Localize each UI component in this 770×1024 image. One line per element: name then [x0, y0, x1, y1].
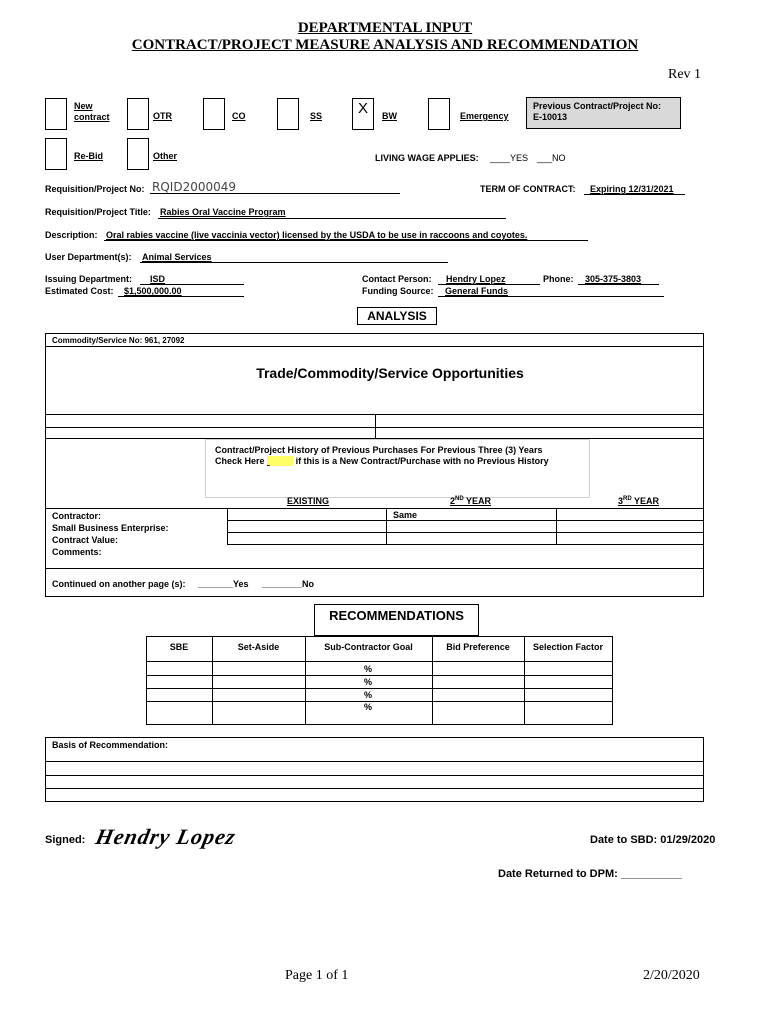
history-line1: Contract/Project History of Previous Purchases For Previous Three (3) Years: [215, 445, 543, 455]
sbe-row-top: [227, 520, 703, 521]
term-underline: [584, 194, 685, 195]
funding-source-label: Funding Source:: [362, 286, 434, 296]
recommendations-heading: RECOMMENDATIONS: [314, 604, 479, 636]
bw-label: BW: [382, 111, 397, 121]
date-returned: Date Returned to DPM: __________: [498, 868, 683, 880]
funding-source-underline: [438, 296, 664, 297]
comments-row-top: [227, 544, 703, 545]
footer-date: 2/20/2020: [643, 968, 700, 983]
revision-label: Rev 1: [668, 67, 702, 82]
estimated-cost-underline: [118, 296, 244, 297]
term-label: TERM OF CONTRACT:: [480, 184, 576, 194]
col-set-aside: Set-Aside: [237, 642, 280, 652]
rec-row-4: [146, 701, 612, 702]
percent-cell[interactable]: %: [364, 677, 373, 687]
opportunities-divider: [45, 414, 703, 415]
rebid-checkbox[interactable]: [45, 138, 67, 170]
continued-no[interactable]: ________No: [262, 579, 315, 589]
opportunities-heading: Trade/Commodity/Service Opportunities: [256, 365, 524, 381]
living-wage-no[interactable]: ___NO: [537, 153, 566, 163]
col-sbe: SBE: [169, 642, 189, 652]
percent-cell[interactable]: %: [364, 702, 373, 712]
third-col-left: [556, 508, 557, 544]
sbe-label: Small Business Enterprise:: [52, 523, 169, 533]
project-title-value[interactable]: Rabies Oral Vaccine Program: [160, 207, 286, 217]
rebid-label: Re-Bid: [74, 151, 103, 161]
percent-cell[interactable]: %: [364, 664, 373, 674]
commodity-row-divider: [45, 346, 703, 347]
blank-row-divider-1: [45, 427, 703, 428]
contact-person-value[interactable]: Hendry Lopez: [446, 274, 506, 284]
other-checkbox[interactable]: [127, 138, 149, 170]
description-label: Description:: [45, 230, 98, 240]
previous-contract-value: E-10013: [533, 112, 568, 122]
issuing-department-value[interactable]: ISD: [150, 274, 166, 284]
basis-row-2: [45, 775, 703, 776]
user-department-value[interactable]: Animal Services: [142, 252, 212, 262]
phone-underline: [578, 284, 659, 285]
history-line2: Check Here if this is a New Contract/Purchase with no Previous History: [215, 456, 549, 466]
user-department-underline: [140, 262, 448, 263]
bw-check-mark: X: [358, 100, 369, 117]
continued-label: Continued on another page (s):: [52, 579, 186, 589]
col-selection-factor: Selection Factor: [532, 642, 604, 652]
history-row-labels: [52, 510, 169, 558]
comments-label: Comments:: [52, 547, 102, 557]
requisition-no-value[interactable]: RQID2000049: [152, 180, 237, 194]
contact-person-underline: [438, 284, 540, 285]
page-number: Page 1 of 1: [285, 968, 349, 983]
funding-source-value[interactable]: General Funds: [445, 286, 509, 296]
analysis-heading: ANALYSIS: [357, 307, 437, 325]
signature-image: Hendry Lopez: [93, 824, 239, 849]
term-value[interactable]: Expiring 12/31/2021: [590, 184, 674, 194]
living-wage-label: LIVING WAGE APPLIES:: [375, 153, 479, 163]
contact-person-label: Contact Person:: [362, 274, 432, 284]
value-row-top: [227, 532, 703, 533]
rec-row-2: [146, 675, 612, 676]
signed-label: Signed:: [45, 834, 86, 846]
co-label: CO: [232, 111, 246, 121]
form-title-line2: CONTRACT/PROJECT MEASURE ANALYSIS AND RECOMMENDATION: [131, 37, 639, 53]
second-year-header: 2ND YEAR: [450, 496, 492, 506]
previous-contract-box: [526, 97, 681, 129]
contractor-row-top: [45, 508, 703, 509]
col-sub-contractor-goal: Sub-Contractor Goal: [324, 642, 413, 652]
blank-row-vertical: [375, 414, 376, 438]
previous-contract-label: Previous Contract/Project No:: [533, 101, 662, 111]
third-year-header: 3RD YEAR: [618, 496, 660, 506]
history-check-field[interactable]: [267, 456, 293, 466]
basis-label: Basis of Recommendation:: [52, 740, 169, 750]
user-department-label: User Department(s):: [45, 252, 132, 262]
new-contract-checkbox[interactable]: [45, 98, 67, 130]
continued-divider: [45, 568, 703, 569]
project-title-underline: [158, 218, 506, 219]
estimated-cost-label: Estimated Cost:: [45, 286, 114, 296]
second-col-left: [386, 508, 387, 544]
date-to-sbd: Date to SBD: 01/29/2020: [590, 834, 716, 846]
second-year-contractor[interactable]: Same: [393, 510, 418, 520]
phone-label: Phone:: [543, 274, 574, 284]
description-value[interactable]: Oral rabies vaccine (live vaccinia vector) licensed by the USDA to be use in raccoons and coyotes.: [106, 230, 528, 240]
co-checkbox[interactable]: [203, 98, 225, 130]
otr-label: OTR: [153, 111, 172, 121]
new-contract-label: New contract: [74, 101, 110, 122]
emergency-checkbox[interactable]: [428, 98, 450, 130]
existing-col-left: [227, 508, 228, 544]
otr-checkbox[interactable]: [127, 98, 149, 130]
issuing-department-underline: [140, 284, 244, 285]
emergency-label: Emergency: [460, 111, 509, 121]
ss-label: SS: [310, 111, 323, 121]
rec-row-1: [146, 661, 612, 662]
estimated-cost-value[interactable]: $1,500,000.00: [124, 286, 182, 296]
basis-row-1: [45, 761, 703, 762]
ss-checkbox[interactable]: [277, 98, 299, 130]
requisition-no-label: Requisition/Project No:: [45, 184, 145, 194]
issuing-department-label: Issuing Department:: [45, 274, 133, 284]
living-wage-yes[interactable]: ____YES: [490, 153, 529, 163]
contractor-label: Contractor:: [52, 511, 101, 521]
existing-header: EXISTING: [287, 496, 330, 506]
commodity-service-no: Commodity/Service No: 961, 27092: [52, 336, 185, 345]
phone-value[interactable]: 305-375-3803: [585, 274, 642, 284]
percent-cell[interactable]: %: [364, 690, 373, 700]
project-title-label: Requisition/Project Title:: [45, 207, 151, 217]
continued-yes[interactable]: _______Yes: [198, 579, 249, 589]
bw-checkbox[interactable]: [352, 98, 374, 130]
other-label: Other: [153, 151, 178, 161]
contract-value-label: Contract Value:: [52, 535, 119, 545]
col-bid-preference: Bid Preference: [446, 642, 510, 652]
requisition-no-underline: [150, 193, 400, 194]
form-title-line1: DEPARTMENTAL INPUT: [297, 20, 473, 36]
description-underline: [104, 240, 588, 241]
basis-row-3: [45, 788, 703, 789]
rec-row-3: [146, 688, 612, 689]
